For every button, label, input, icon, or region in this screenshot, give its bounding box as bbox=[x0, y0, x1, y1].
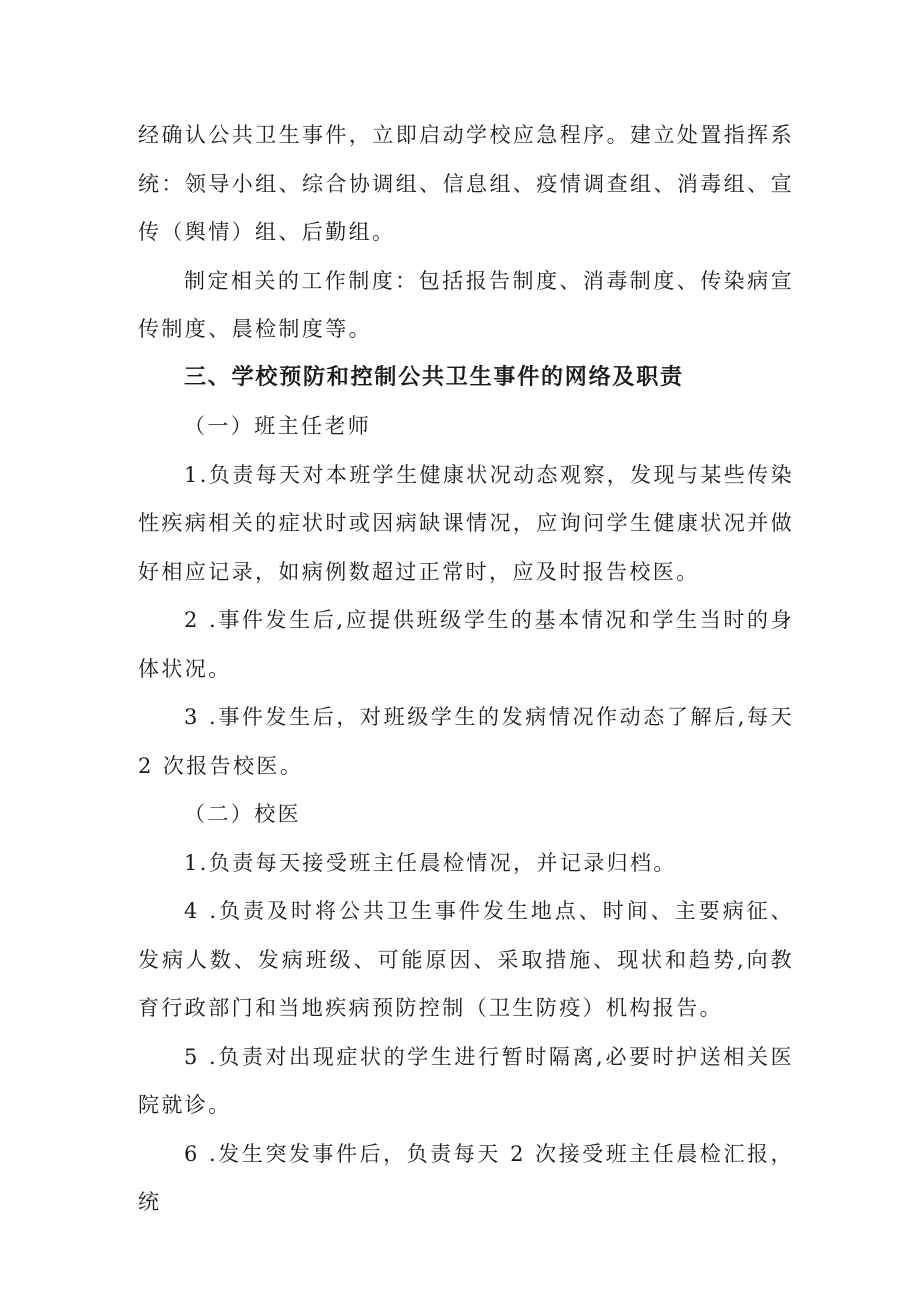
paragraph-doctor-item-4: 4 .负责及时将公共卫生事件发生地点、时间、主要病征、发病人数、发病班级、可能原因、采取措施、现状和趋势,向教育行政部门和当地疾病预防控制（卫生防疫）机构报告。 bbox=[138, 899, 794, 1020]
subheading-school-doctor: （二）校医 bbox=[184, 802, 301, 826]
paragraph-work-rules: 制定相关的工作制度：包括报告制度、消毒制度、传染病宣传制度、晨检制度等。 bbox=[138, 268, 794, 341]
paragraph-teacher-item-2: 2 .事件发生后,应提供班级学生的基本情况和学生当时的身体状况。 bbox=[138, 608, 794, 681]
section-heading-network-duties: 三、学校预防和控制公共卫生事件的网络及职责 bbox=[184, 364, 684, 390]
subheading-head-teacher: （一）班主任老师 bbox=[184, 414, 372, 438]
paragraph-command-system: 经确认公共卫生事件，立即启动学校应急程序。建立处置指挥系统：领导小组、综合协调组、信息组、疫情调查组、消毒组、宣传（舆情）组、后勤组。 bbox=[138, 123, 794, 244]
paragraph-teacher-item-3: 3 .事件发生后，对班级学生的发病情况作动态了解后,每天2 次报告校医。 bbox=[138, 705, 794, 778]
document-body bbox=[138, 111, 794, 1227]
paragraph-doctor-item-5: 5 .负责对出现症状的学生进行暂时隔离,必要时护送相关医院就诊。 bbox=[138, 1044, 794, 1117]
paragraph-teacher-item-1: 1.负责每天对本班学生健康状况动态观察，发现与某些传染性疾病相关的症状时或因病缺课情况，应询问学生健康状况并做好相应记录，如病例数超过正常时，应及时报告校医。 bbox=[138, 462, 794, 584]
paragraph-doctor-item-1: 1.负责每天接受班主任晨检情况，并记录归档。 bbox=[184, 850, 677, 875]
paragraph-doctor-item-6: 6 .发生突发事件后，负责每天 2 次接受班主任晨检汇报，统 bbox=[138, 1141, 794, 1214]
